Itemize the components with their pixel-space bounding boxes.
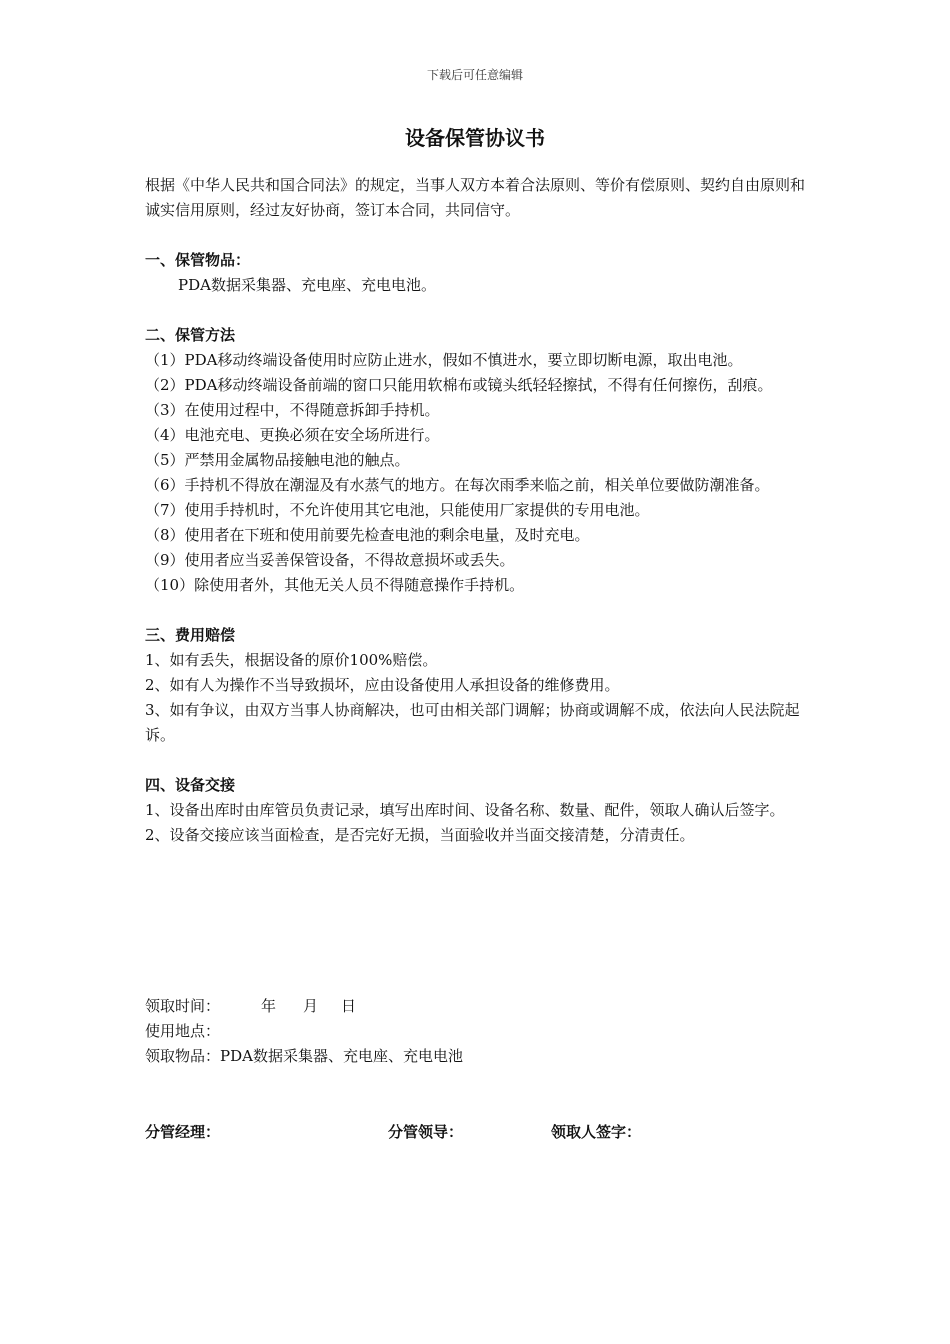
section2-item: （7）使用手持机时，不允许使用其它电池，只能使用厂家提供的专用电池。 (145, 501, 650, 519)
section1-content: PDA数据采集器、充电座、充电电池。 (178, 276, 436, 294)
receipt-month: 月 (303, 997, 319, 1015)
section3-item: 3、如有争议，由双方当事人协商解决，也可由相关部门调解；协商或调解不成，依法向人民法院起诉。 (145, 701, 800, 744)
section2-item: （6）手持机不得放在潮湿及有水蒸气的地方。在每次雨季来临之前，相关单位要做防潮准备。 (145, 476, 770, 494)
receipt-day: 日 (341, 997, 357, 1015)
section2-item: （5）严禁用金属物品接触电池的触点。 (145, 451, 410, 469)
receipt-items-label: 领取物品： (145, 1047, 221, 1065)
receipt-year: 年 (261, 997, 277, 1015)
section4-heading: 四、设备交接 (145, 776, 236, 794)
page-title: 设备保管协议书 (405, 126, 545, 150)
receiver-signature-label: 领取人签字： (551, 1123, 642, 1141)
section4-item: 1、设备出库时由库管员负责记录，填写出库时间、设备名称、数量、配件，领取人确认后签字。 (145, 801, 785, 819)
receipt-time-line (145, 994, 810, 1019)
document-body (145, 173, 810, 848)
page-header: 下载后可任意编辑 (426, 68, 523, 82)
leader-signature-label: 分管领导： (388, 1123, 464, 1141)
section2-item: （3）在使用过程中，不得随意拆卸手持机。 (145, 401, 440, 419)
receipt-items-value: PDA数据采集器、充电座、充电电池 (220, 1047, 463, 1065)
signature-row (145, 1120, 810, 1145)
section2-heading: 二、保管方法 (145, 326, 236, 344)
section3-item: 1、如有丢失，根据设备的原价100%赔偿。 (145, 651, 438, 669)
receipt-time-label: 领取时间： (145, 997, 221, 1015)
section1-heading: 一、保管物品： (145, 251, 251, 269)
section2-item: （1）PDA移动终端设备使用时应防止进水，假如不慎进水，要立即切断电源，取出电池。 (145, 351, 743, 369)
section3-heading: 三、费用赔偿 (145, 626, 236, 644)
section4-item: 2、设备交接应该当面检查，是否完好无损，当面验收并当面交接清楚，分清责任。 (145, 826, 695, 844)
section2-item: （9）使用者应当妥善保管设备，不得故意损坏或丢失。 (145, 551, 515, 569)
section2-item: （4）电池充电、更换必须在安全场所进行。 (145, 426, 440, 444)
section2-item: （8）使用者在下班和使用前要先检查电池的剩余电量，及时充电。 (145, 526, 590, 544)
manager-signature-label: 分管经理： (145, 1123, 221, 1141)
section2-item: （10）除使用者外，其他无关人员不得随意操作手持机。 (145, 576, 525, 594)
receipt-place-line (145, 1019, 810, 1044)
receipt-place-label: 使用地点： (145, 1022, 221, 1040)
section2-item: （2）PDA移动终端设备前端的窗口只能用软棉布或镜头纸轻轻擦拭，不得有任何擦伤，刮痕。 (145, 376, 773, 394)
intro-paragraph: 根据《中华人民共和国合同法》的规定，当事人双方本着合法原则、等价有偿原则、契约自由原则和诚实信用原则，经过友好协商，签订本合同，共同信守。 (145, 176, 806, 219)
receipt-block (145, 994, 810, 1069)
receipt-items-line (145, 1044, 810, 1069)
section3-item: 2、如有人为操作不当导致损坏，应由设备使用人承担设备的维修费用。 (145, 676, 620, 694)
